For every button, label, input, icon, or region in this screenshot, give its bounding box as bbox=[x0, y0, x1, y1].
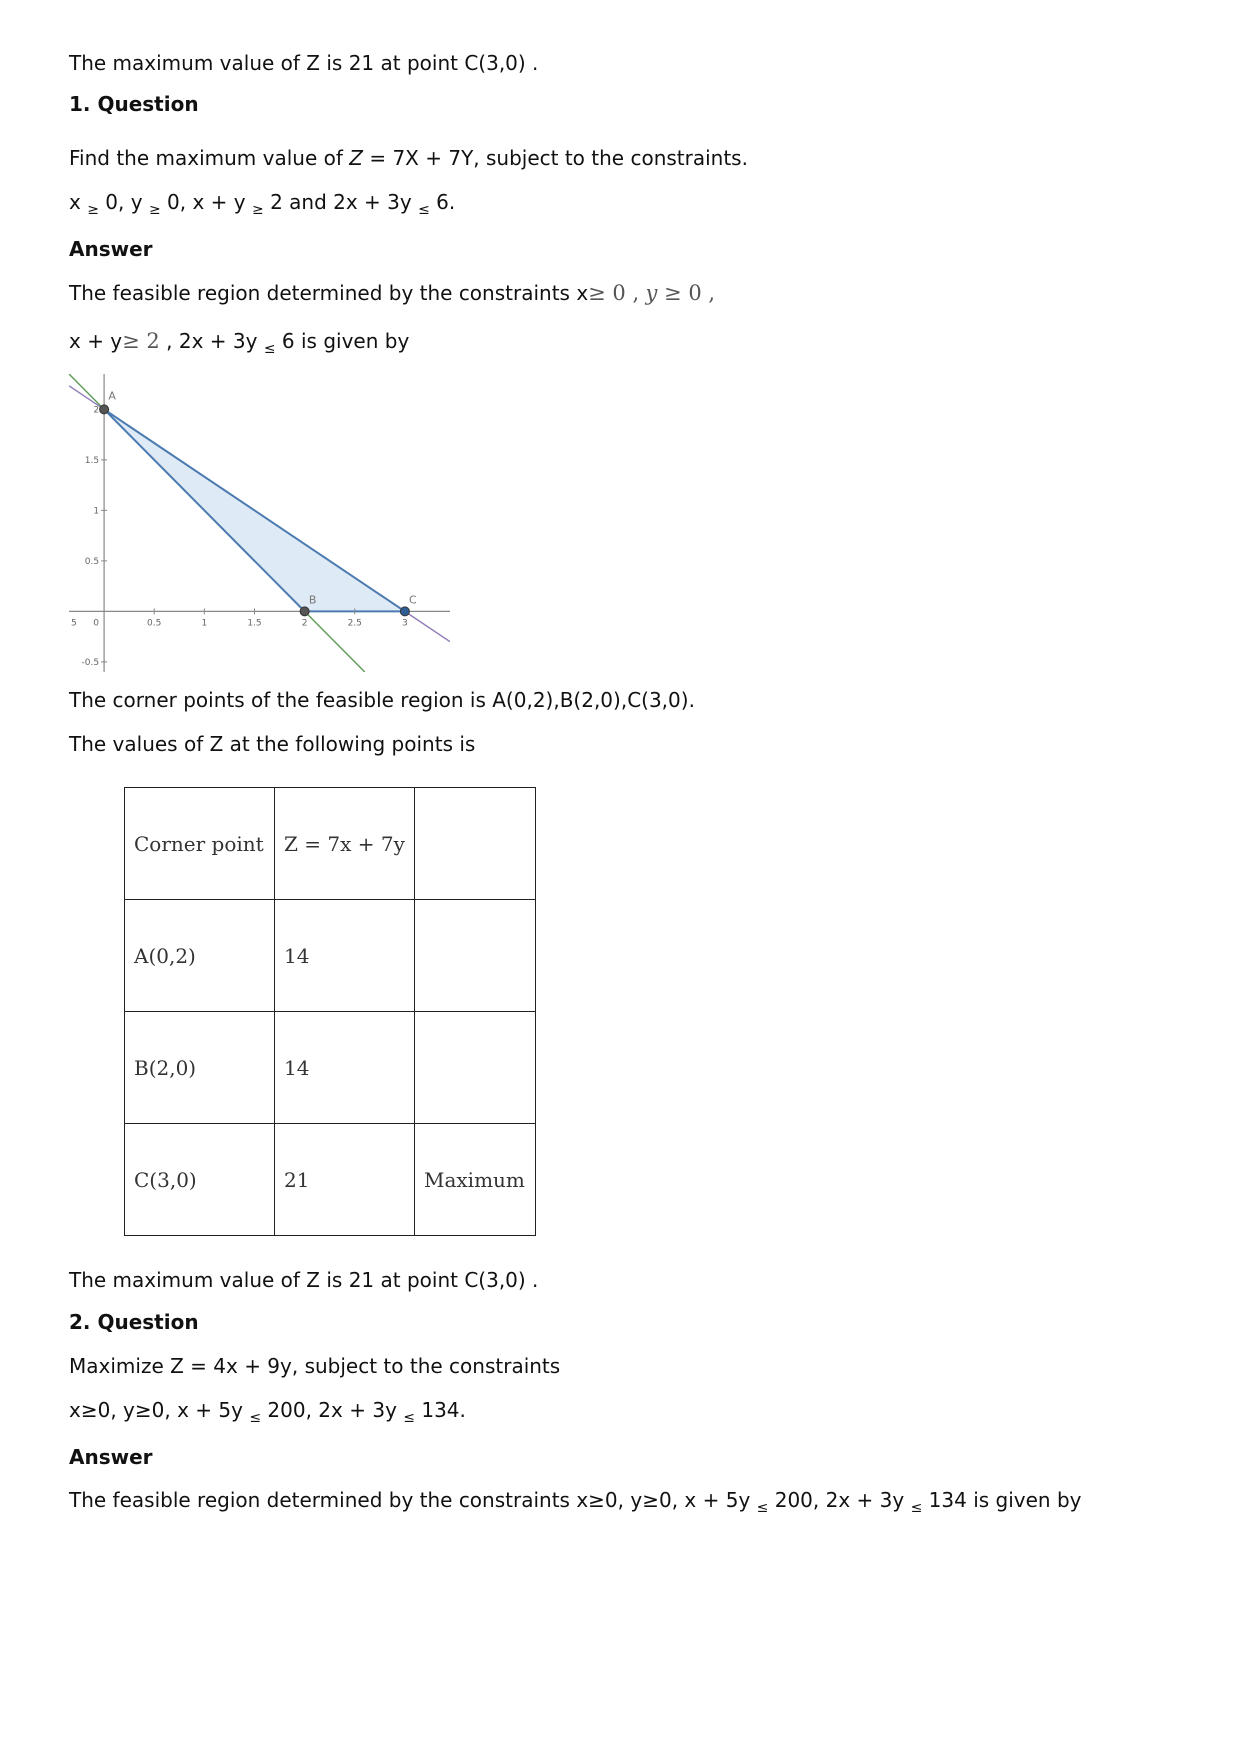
table-cell: Z = 7x + 7y bbox=[275, 788, 415, 900]
y-tick-label: 2 bbox=[93, 405, 100, 416]
question-1-heading: 1. Question bbox=[69, 92, 199, 116]
values-of-z-text: The values of Z at the following points is bbox=[69, 732, 476, 756]
x-origin-label: 0 bbox=[93, 618, 99, 629]
question-2-constraints: x≥0, y≥0, x + 5y $_\le$ 200, 2x + 3y $_\le$ 134. bbox=[69, 1398, 466, 1426]
z-values-table bbox=[124, 787, 536, 1236]
x-tick-label: 1 bbox=[201, 618, 208, 629]
corner-point-a bbox=[100, 405, 109, 414]
table-cell: 21 bbox=[275, 1124, 415, 1236]
table-row bbox=[125, 1124, 536, 1236]
question-2-text: Maximize Z = 4x + 9y, subject to the constraints bbox=[69, 1354, 561, 1378]
table-row bbox=[125, 900, 536, 1012]
x-tick-label: 1.5 bbox=[247, 618, 262, 629]
answer-2-heading: Answer bbox=[69, 1445, 153, 1469]
question-2-feasible-text: The feasible region determined by the constraints x≥0, y≥0, x + 5y $_\le$ 200, 2x + 3y $_\le$ 134 is given by bbox=[69, 1488, 1082, 1516]
y-tick-label: -0.5 bbox=[81, 657, 100, 668]
feasible-region-graph bbox=[69, 374, 450, 672]
corner-point-b bbox=[300, 607, 309, 616]
question-2-heading: 2. Question bbox=[69, 1310, 199, 1334]
table-cell: Maximum bbox=[415, 1124, 536, 1236]
table-header-row bbox=[125, 788, 536, 900]
table-cell: C(3,0) bbox=[125, 1124, 275, 1236]
x-tick-label: 0.5 bbox=[147, 618, 162, 629]
x-left-label: 5 bbox=[71, 618, 77, 629]
y-tick-label: 1.5 bbox=[84, 455, 100, 466]
max-statement-previous: The maximum value of Z is 21 at point C(3,0) . bbox=[69, 51, 539, 75]
table-row bbox=[125, 1012, 536, 1124]
table-cell: 14 bbox=[275, 900, 415, 1012]
x-tick-label: 3 bbox=[402, 618, 408, 629]
corner-point-label-a: A bbox=[108, 389, 116, 403]
constraints-given-text: x + y≥ 2 , 2x + 3y $_\le$ 6 is given by bbox=[69, 329, 410, 357]
answer-1-heading: Answer bbox=[69, 237, 153, 261]
corner-point-label-c: C bbox=[409, 593, 417, 607]
question-1-constraints: x $_\ge$ 0, y $_\ge$ 0, x + y $_\ge$ 2 and 2x + 3y $_\le$ 6. bbox=[69, 190, 456, 218]
feasible-region-text: The feasible region determined by the constraints x≥ 0 , y ≥ 0 , bbox=[69, 281, 716, 305]
table-cell: 14 bbox=[275, 1012, 415, 1124]
corner-points-text: The corner points of the feasible region is A(0,2),B(2,0),C(3,0). bbox=[69, 688, 695, 712]
y-tick-label: 1 bbox=[93, 506, 100, 517]
corner-point-c bbox=[400, 607, 409, 616]
x-tick-label: 2 bbox=[301, 618, 308, 629]
question-1-text: Find the maximum value of Z = 7X + 7Y, subject to the constraints. bbox=[69, 146, 748, 170]
max-statement-1: The maximum value of Z is 21 at point C(3,0) . bbox=[69, 1268, 539, 1292]
y-tick-label: 0.5 bbox=[84, 556, 100, 567]
table-cell: Corner point bbox=[125, 788, 275, 900]
feasible-region-boundary bbox=[104, 409, 405, 611]
table-cell bbox=[415, 900, 536, 1012]
table-cell bbox=[415, 1012, 536, 1124]
x-tick-label: 2.5 bbox=[347, 618, 362, 629]
table-cell: B(2,0) bbox=[125, 1012, 275, 1124]
table-cell bbox=[415, 788, 536, 900]
corner-point-label-b: B bbox=[308, 593, 317, 607]
table-cell: A(0,2) bbox=[125, 900, 275, 1012]
